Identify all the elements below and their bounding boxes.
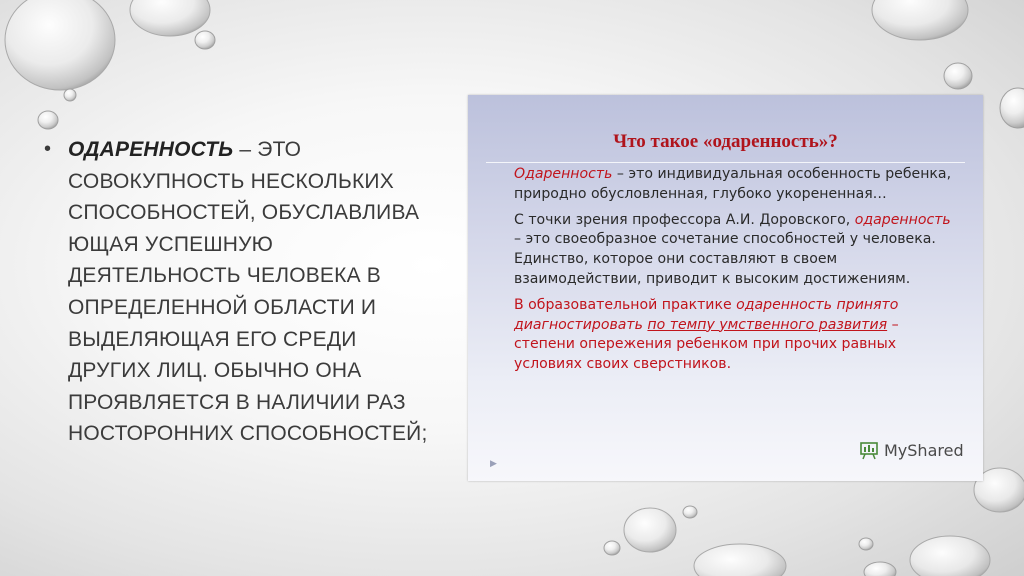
p2-text: – это своеобразное сочетание способностей у человека. Единство, которое они составляют в своем взаимодействии, приводит к высоким достижениям. xyxy=(514,231,936,287)
p1-term: Одаренность xyxy=(514,166,613,182)
myshared-logo-icon xyxy=(860,442,880,460)
bullet-definition: – ЭТО СОВОКУПНОСТЬ НЕСКОЛЬКИХ СПОСОБНОСТЕЙ, ОБУСЛАВЛИВА ЮЩАЯ УСПЕШНУЮ ДЕЯТЕЛЬНОСТЬ ЧЕЛОВЕКА В ОПРЕДЕЛЕННОЙ ОБЛАСТИ И ВЫДЕЛЯЮЩАЯ ЕГО СРЕДИ ДРУГИХ ЛИЦ. ОБЫЧНО ОНА ПРОЯВЛЯЕТСЯ В НАЛИЧИИ РАЗ НОСТОРОННИХ СПОСОБНОСТЕЙ; xyxy=(68,138,428,446)
p3-tail: – степени опережения ребенком при прочих равных условиях своих сверстников. xyxy=(514,316,899,373)
p3-lead: В образовательной практике xyxy=(514,296,737,313)
p3-italic: одаренность принято диагностировать xyxy=(514,296,899,333)
embedded-paragraph-3 xyxy=(514,296,954,375)
watermark-text: MyShared xyxy=(884,441,964,460)
bullet-marker: • xyxy=(44,138,52,160)
embedded-paragraph-1 xyxy=(514,165,954,205)
p1-text: – это индивидуальная особенность ребенка, природно обусловленная, глубоко укорененная… xyxy=(514,166,952,202)
embedded-title: Что такое «одаренность»? xyxy=(613,131,838,152)
p2-lead: С точки зрения профессора А.И. Доровского, xyxy=(514,211,855,228)
myshared-watermark xyxy=(860,441,964,460)
embedded-paragraph-2 xyxy=(514,211,954,290)
main-bullet xyxy=(44,134,464,450)
embedded-body xyxy=(514,165,954,381)
embedded-slide-image xyxy=(468,95,983,481)
p2-term: одаренность xyxy=(854,211,951,228)
title-divider xyxy=(486,162,965,163)
bullet-text xyxy=(68,134,427,450)
p3-underline: по темпу умственного развития xyxy=(647,316,888,333)
play-arrow-icon: ▶ xyxy=(490,458,497,468)
bullet-term: ОДАРЕННОСТЬ xyxy=(68,138,234,161)
